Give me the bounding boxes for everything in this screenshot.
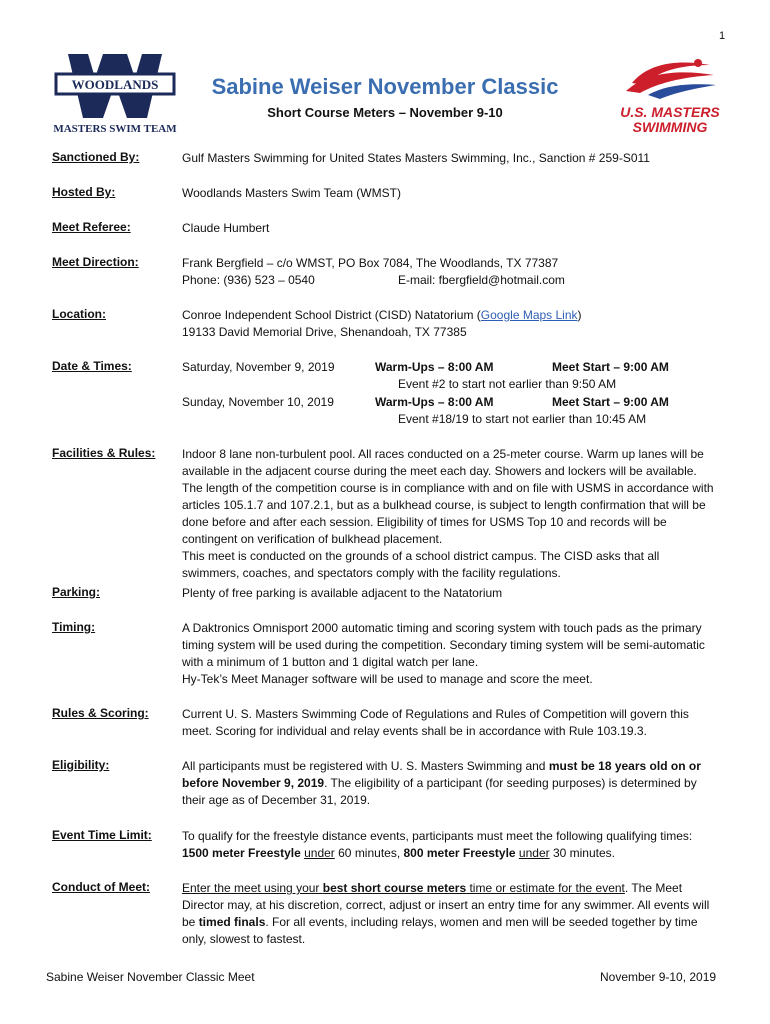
sunday-date: Sunday, November 10, 2019: [182, 395, 334, 409]
logo-usms-line1: U.S. MASTERS: [620, 104, 720, 120]
location-paren: ): [577, 308, 582, 322]
sunday-start: Meet Start – 9:00 AM: [552, 395, 669, 409]
direction-phone: Phone: (936) 523 – 0540: [182, 273, 315, 287]
timing-label: Timing:: [52, 620, 96, 634]
location-address: 19133 David Memorial Drive, Shenandoah, TX 77385: [182, 325, 467, 339]
rules-label: Rules & Scoring:: [52, 706, 149, 720]
facilities-label: Facilities & Rules:: [52, 446, 156, 460]
eligibility-label: Eligibility:: [52, 758, 110, 772]
logo-usms-line2: SWIMMING: [632, 119, 708, 135]
facilities-text: [182, 446, 714, 582]
timing-paragraph-1: A Daktronics Omnisport 2000 automatic timing and scoring system with touch pads as the primary timing system will be used during the competition. Secondary timing system will be semi-automatic with a minimum of 1 button and 1 digital watch per lane.: [182, 621, 705, 669]
referee-text: Claude Humbert: [182, 221, 270, 235]
woodlands-logo: [50, 52, 180, 136]
facilities-paragraph-1: Indoor 8 lane non-turbulent pool. All races conducted on a 25-meter course. Warm up lanes will be available in the adjacent course during the meet each day. Showers and lockers will be available. The length of the competition course is in compliance with and on file with USMS in accordance with articles 105.1.7 and 107.2.1, but as a bulkhead course, is subject to length confirmation that will be done before and after each session. Eligibility of times for USMS Top 10 and records will be contingent on verification of bulkhead placement.: [182, 447, 714, 546]
direction-label: Meet Direction:: [52, 255, 139, 269]
rules-text: Current U. S. Masters Swimming Code of Regulations and Rules of Competition will govern this meet. Scoring for individual and relay events shall be in accordance with Rule 103.19.3.: [182, 707, 689, 738]
timing-paragraph-2: Hy-Tek’s Meet Manager software will be used to manage and score the meet.: [182, 672, 593, 686]
sunday-note: Event #18/19 to start not earlier than 10:45 AM: [398, 412, 647, 426]
event-1500-free: 1500 meter Freestyle: [182, 846, 301, 860]
logo-woodlands-text: WOODLANDS: [71, 77, 159, 92]
facilities-paragraph-2: This meet is conducted on the grounds of a school district campus. The CISD asks that all swimmers, coaches, and spectators comply with the facility regulations.: [182, 549, 660, 580]
referee-label: Meet Referee:: [52, 220, 131, 234]
eligibility-text: [182, 758, 714, 809]
parking-text: Plenty of free parking is available adjacent to the Natatorium: [182, 586, 503, 600]
conduct-post: . For all events, including relays, women and men will be seeded together by time only, slowest to fastest.: [182, 915, 698, 946]
hosted-label: Hosted By:: [52, 185, 116, 199]
event-800-free: 800 meter Freestyle: [403, 846, 516, 860]
dates-label: Date & Times:: [52, 359, 132, 373]
limit-30: 30 minutes.: [549, 846, 615, 860]
saturday-start: Meet Start – 9:00 AM: [552, 360, 669, 374]
time-limit-text: [182, 828, 714, 862]
meet-title: Sabine Weiser November Classic: [211, 74, 559, 99]
logo-team-text: MASTERS SWIM TEAM: [53, 123, 177, 135]
meet-subtitle: Short Course Meters – November 9-10: [267, 105, 503, 120]
page-number: 1: [719, 30, 726, 42]
conduct-u2: time or estimate for the event: [466, 881, 625, 895]
time-limit-label: Event Time Limit:: [52, 828, 152, 842]
saturday-warmup: Warm-Ups – 8:00 AM: [375, 360, 494, 374]
parking-label: Parking:: [52, 585, 101, 599]
direction-line1: Frank Bergfield – c/o WMST, PO Box 7084, The Woodlands, TX 77387: [182, 256, 559, 270]
sunday-warmup: Warm-Ups – 8:00 AM: [375, 395, 494, 409]
limit-60: 60 minutes,: [334, 846, 404, 860]
conduct-mid: . The Meet Director may, at his discretion, correct, adjust or insert an entry time for any swimmer. All events will be: [182, 881, 710, 929]
eligibility-pre: All participants must be registered with U. S. Masters Swimming and: [182, 759, 549, 773]
sanctioned-text: Gulf Masters Swimming for United States Masters Swimming, Inc., Sanction # 259-S011: [182, 151, 650, 165]
under-2: under: [518, 846, 550, 860]
under-1: under: [304, 846, 335, 860]
google-maps-link[interactable]: Google Maps Link: [480, 308, 578, 322]
eligibility-post: . The eligibility of a participant (for seeding purposes) is determined by their age as of December 31, 2019.: [182, 776, 697, 807]
footer-right: November 9-10, 2019: [600, 970, 717, 984]
usms-logo: [618, 55, 722, 135]
time-limit-pre: To qualify for the freestyle distance events, participants must meet the following qualifying times:: [182, 829, 693, 843]
conduct-label: Conduct of Meet:: [52, 880, 150, 894]
direction-email: E-mail: fbergfield@hotmail.com: [398, 273, 565, 287]
conduct-best-times: best short course meters: [322, 881, 467, 895]
saturday-note: Event #2 to start not earlier than 9:50 AM: [398, 377, 617, 391]
hosted-text: Woodlands Masters Swim Team (WMST): [182, 186, 401, 200]
conduct-u1: Enter the meet using your: [182, 881, 323, 895]
location-name: Conroe Independent School District (CISD) Natatorium (: [182, 308, 481, 322]
location-line1: [182, 307, 582, 324]
eligibility-age-rule: must be 18 years old on or before November 9, 2019: [182, 759, 701, 790]
timing-text: [182, 620, 714, 688]
conduct-timed-finals: timed finals: [198, 915, 266, 929]
location-label: Location:: [52, 307, 106, 321]
footer-left: Sabine Weiser November Classic Meet: [46, 970, 255, 984]
saturday-date: Saturday, November 9, 2019: [182, 360, 335, 374]
sanctioned-label: Sanctioned By:: [52, 150, 140, 164]
conduct-text: [182, 880, 714, 948]
